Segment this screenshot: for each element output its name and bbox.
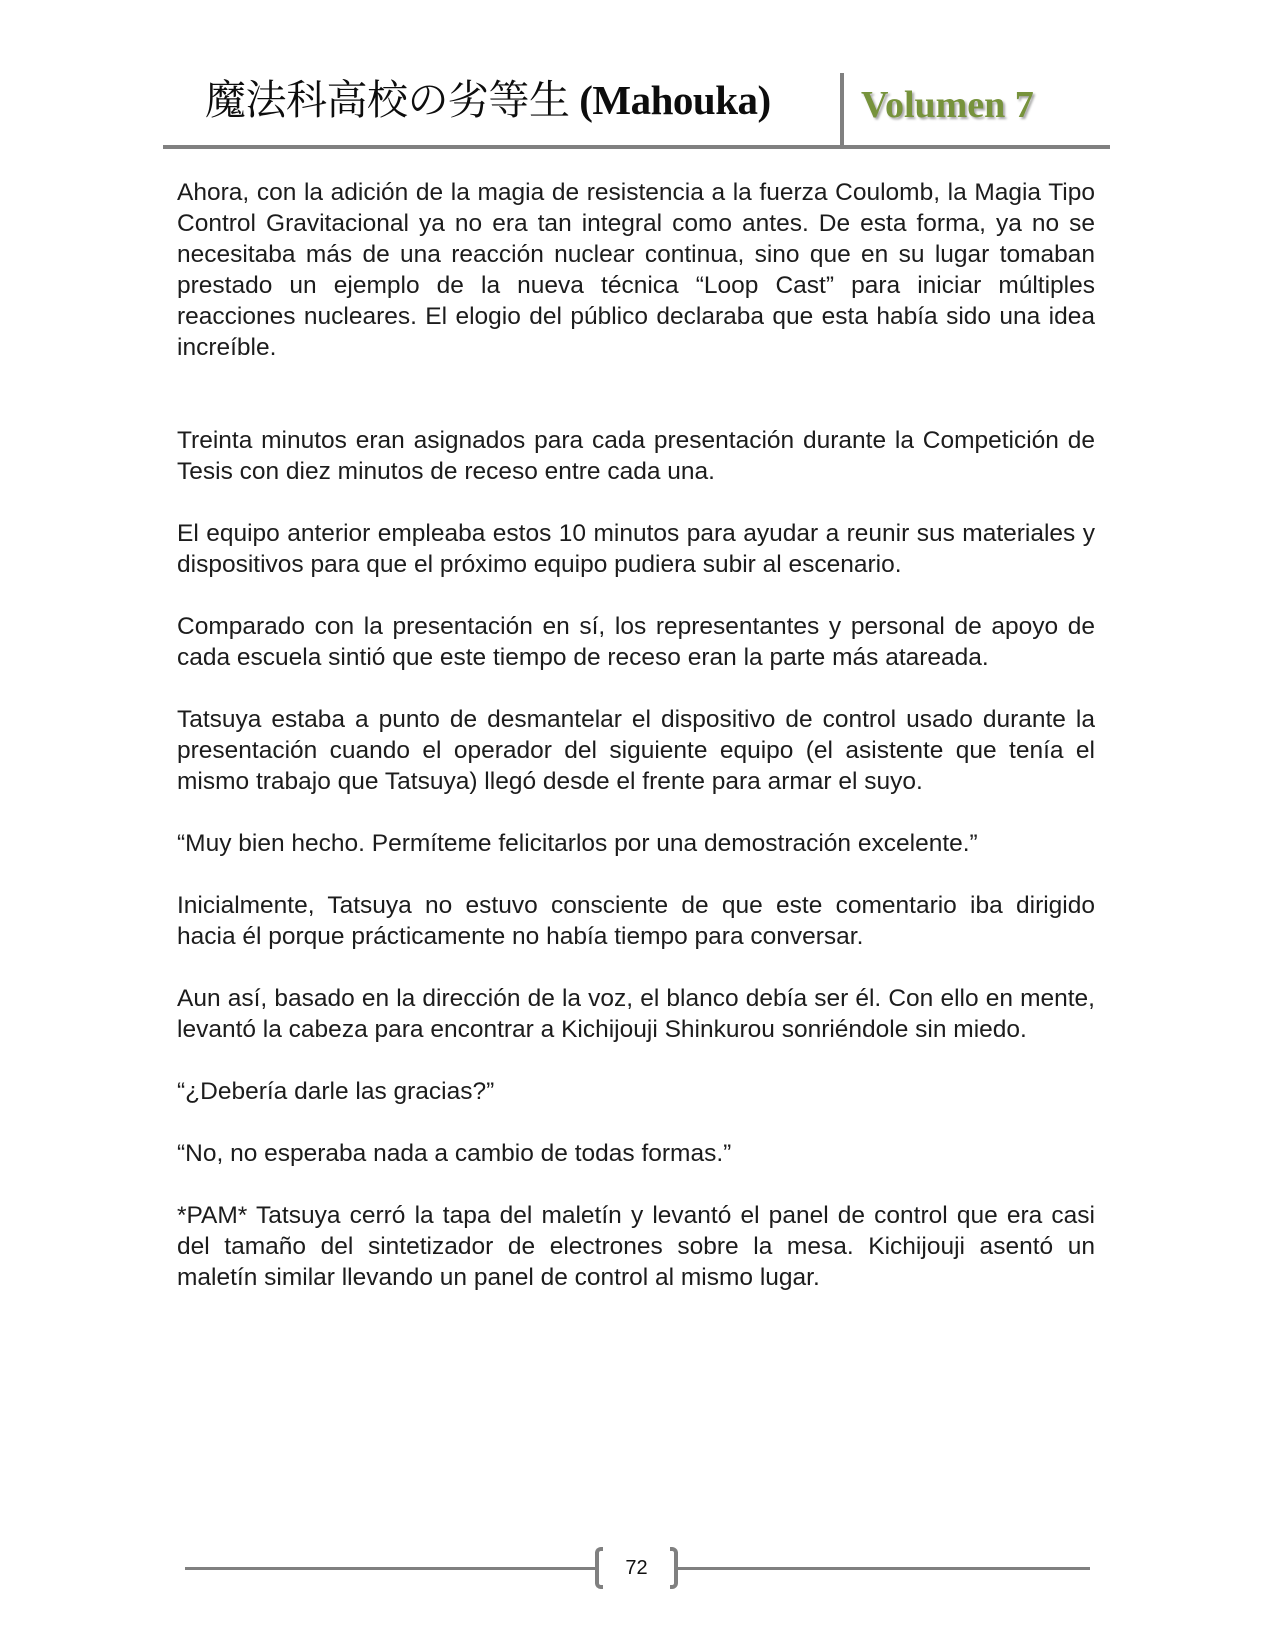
paragraph: Inicialmente, Tatsuya no estuvo consciente de que este comentario iba dirigido hacia él porque prácticamente no había tiempo para conversar. [177,892,1095,950]
page-footer [185,1545,1090,1593]
book-title-japanese: 魔法科高校の劣等生 [205,77,570,123]
dialogue-paragraph: “Muy bien hecho. Permíteme felicitarlos por una demostración excelente.” [177,830,978,857]
paragraph: Ahora, con la adición de la magia de resistencia a la fuerza Coulomb, la Magia Tipo Control Gravitacional ya no era tan integral como antes. De esta forma, ya no se necesitaba más de una reacción nuclear continua, sino que en su lugar tomaban prestado un ejemplo de la nueva técnica “Loop Cast” para iniciar múltiples reacciones nucleares. El elogio del público declaraba que esta había sido una idea increíble. [177,179,1095,361]
book-title [205,77,771,123]
header-divider [840,73,844,146]
dialogue-paragraph: “¿Debería darle las gracias?” [177,1078,495,1105]
book-title-latin: (Mahouka) [579,77,771,123]
header-rule [163,145,1110,149]
dialogue-paragraph: “No, no esperaba nada a cambio de todas formas.” [177,1140,732,1167]
page-number: 72 [625,1557,648,1579]
page-header [163,70,1110,150]
paragraph: Comparado con la presentación en sí, los representantes y personal de apoyo de cada escuela sintió que este tiempo de receso eran la parte más atareada. [177,613,1095,671]
paragraph: El equipo anterior empleaba estos 10 minutos para ayudar a reunir sus materiales y dispositivos para que el próximo equipo pudiera subir al escenario. [177,520,1095,578]
paragraph: *PAM* Tatsuya cerró la tapa del maletín y levantó el panel de control que era casi del tamaño del sintetizador de electrones sobre la mesa. Kichijouji asentó un maletín similar llevando un panel de control al mismo lugar. [177,1202,1095,1291]
right-bracket-icon [670,1547,678,1589]
page-body [177,177,1095,1324]
footer-rule-right [678,1567,1090,1570]
footer-rule-left [185,1567,595,1570]
volume-label: Volumen 7 [861,84,1034,126]
paragraph: Aun así, basado en la dirección de la voz, el blanco debía ser él. Con ello en mente, levantó la cabeza para encontrar a Kichijouji Shinkurou sonriéndole sin miedo. [177,985,1095,1043]
paragraph: Tatsuya estaba a punto de desmantelar el dispositivo de control usado durante la presentación cuando el operador del siguiente equipo (el asistente que tenía el mismo trabajo que Tatsuya) llegó desde el frente para armar el suyo. [177,706,1095,795]
paragraph: Treinta minutos eran asignados para cada presentación durante la Competición de Tesis con diez minutos de receso entre cada una. [177,427,1095,485]
left-bracket-icon [595,1547,603,1589]
